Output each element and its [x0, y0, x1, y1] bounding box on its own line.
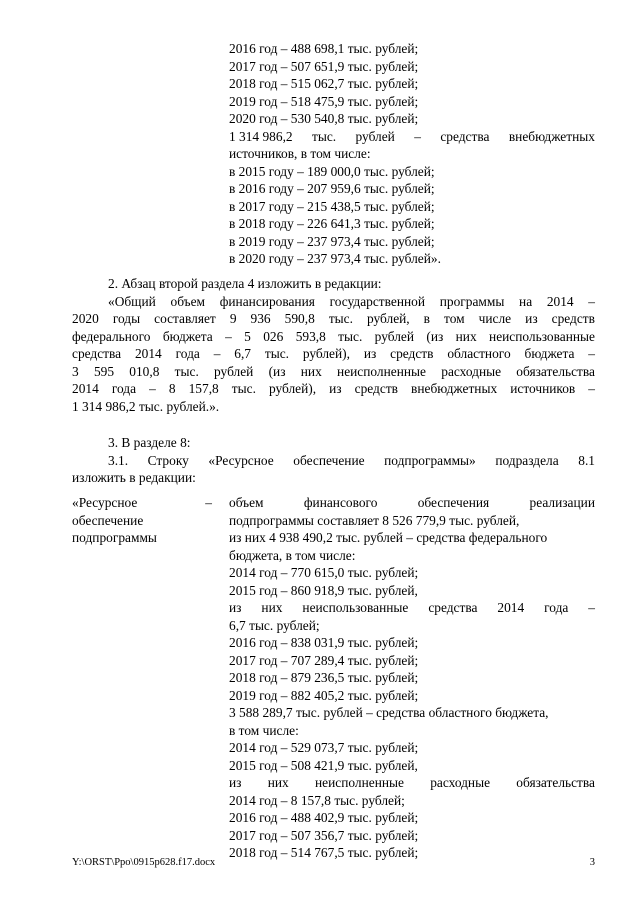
- table-cell-line: 6,7 тыс. рублей;: [229, 617, 320, 633]
- page-number: 3: [589, 857, 595, 868]
- table-cell-line: 2014 год – 770 615,0 тыс. рублей;: [229, 565, 419, 580]
- dash: –: [205, 495, 212, 510]
- text-line: в 2019 году – 237 973,4 тыс. рублей;: [229, 233, 435, 249]
- word: 1 314 986,2: [229, 128, 293, 144]
- text-line: 2020 год – 530 540,8 тыс. рублей;: [229, 111, 419, 126]
- table-cell-line: из них неиспользованные средства 2014 года –: [229, 600, 595, 615]
- section-heading: 2. Абзац второй раздела 4 изложить в редакции:: [108, 276, 382, 291]
- table-cell-line: 2019 год – 882 405,2 тыс. рублей;: [229, 687, 419, 703]
- paragraph-line: 3 595 010,8 тыс. рублей (из них неисполненные расходные обязательства: [72, 363, 595, 379]
- text-line: 2019 год – 518 475,9 тыс. рублей;: [229, 93, 419, 109]
- table-cell-line: в том числе:: [229, 722, 299, 738]
- resource-table-left: [72, 494, 212, 547]
- table-cell-line: из них неисполненные расходные обязательства: [229, 775, 595, 790]
- table-cell-line: подпрограммы составляет 8 526 779,9 тыс. рублей,: [229, 512, 520, 528]
- text-line: 2016 год – 488 698,1 тыс. рублей;: [229, 41, 419, 56]
- table-cell-line: 2018 год – 514 767,5 тыс. рублей;: [229, 845, 419, 860]
- table-cell-line: 2015 год – 860 918,9 тыс. рублей,: [229, 582, 418, 598]
- table-cell-line: 2018 год – 879 236,5 тыс. рублей;: [229, 670, 419, 685]
- paragraph-line: «Общий объем финансирования государственной программы на 2014 –: [108, 293, 595, 309]
- word: –: [414, 128, 421, 144]
- table-cell-line: 2017 год – 707 289,4 тыс. рублей;: [229, 652, 419, 668]
- footer-file-path: Y:\ORST\Ppo\0915p628.f17.docx: [72, 857, 216, 868]
- resource-table-right: [229, 494, 595, 862]
- text-line: 2018 год – 515 062,7 тыс. рублей;: [229, 76, 419, 91]
- paragraph-line: 1 314 986,2 тыс. рублей.».: [72, 398, 220, 414]
- table-cell-line: 2016 год – 488 402,9 тыс. рублей;: [229, 810, 419, 825]
- row-label: подпрограммы: [72, 530, 157, 545]
- section-2: [72, 275, 595, 415]
- paragraph-line: 2020 годы составляет 9 936 590,8 тыс. рублей, в том числе из средств: [72, 311, 595, 326]
- table-cell-line: 3 588 289,7 тыс. рублей – средства областного бюджета,: [229, 705, 549, 720]
- section-3: [72, 434, 595, 487]
- table-cell-line: объем финансового обеспечения реализации: [229, 495, 595, 510]
- word: тыс.: [312, 128, 337, 144]
- paragraph-line: 2014 года – 8 157,8 тыс. рублей), из средств внебюджетных источников –: [72, 381, 595, 396]
- word: внебюджетных: [508, 128, 595, 144]
- table-cell-line: 2015 год – 508 421,9 тыс. рублей,: [229, 757, 418, 773]
- word: рублей: [355, 128, 395, 144]
- paragraph-line: федерального бюджета – 5 026 593,8 тыс. рублей (из них неиспользованные: [72, 328, 595, 344]
- section-heading: 3. В разделе 8:: [108, 435, 191, 450]
- text-line: в 2018 году – 226 641,3 тыс. рублей;: [229, 216, 435, 231]
- text-line: в 2016 году – 207 959,6 тыс. рублей;: [229, 181, 435, 196]
- text-line: в 2020 году – 237 973,4 тыс. рублей».: [229, 251, 441, 266]
- table-cell-line: из них 4 938 490,2 тыс. рублей – средства федерального: [229, 530, 548, 545]
- word: средства: [440, 128, 490, 144]
- text-line: в 2015 году – 189 000,0 тыс. рублей;: [229, 163, 435, 179]
- row-label: «Ресурсное: [72, 495, 138, 510]
- funding-continuation-block: [229, 40, 595, 268]
- table-cell-line: бюджета, в том числе:: [229, 547, 356, 563]
- paragraph-line: 3.1. Строку «Ресурсное обеспечение подпрограммы» подраздела 8.1: [108, 452, 595, 468]
- paragraph-line: средства 2014 года – 6,7 тыс. рублей), из средств областного бюджета –: [72, 346, 595, 361]
- section-2-paragraph: [72, 293, 595, 416]
- text-line: в 2017 году – 215 438,5 тыс. рублей;: [229, 198, 435, 214]
- table-cell-line: 2014 год – 529 073,7 тыс. рублей;: [229, 740, 419, 755]
- text-line: источников, в том числе:: [229, 146, 371, 161]
- table-cell-line: 2017 год – 507 356,7 тыс. рублей;: [229, 827, 419, 843]
- table-cell-line: 2014 год – 8 157,8 тыс. рублей;: [229, 792, 405, 808]
- text-line: 2017 год – 507 651,9 тыс. рублей;: [229, 58, 419, 74]
- paragraph-line: изложить в редакции:: [72, 470, 196, 485]
- row-label: обеспечение: [72, 512, 144, 528]
- table-cell-line: 2016 год – 838 031,9 тыс. рублей;: [229, 635, 419, 650]
- justified-text-line: [229, 128, 595, 146]
